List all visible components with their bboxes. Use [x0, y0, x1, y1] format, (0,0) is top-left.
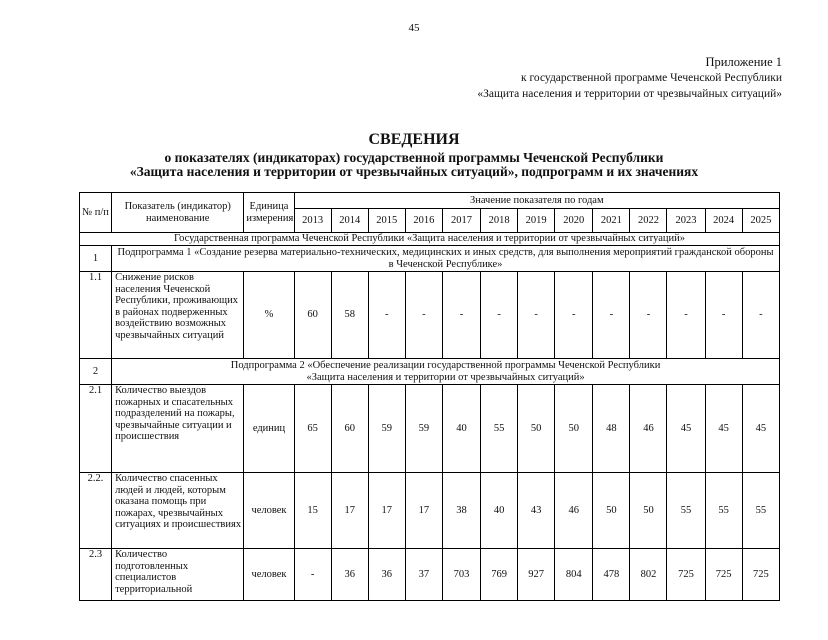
value-cell: 725: [667, 549, 705, 601]
value-cell: 804: [555, 549, 593, 601]
value-cell: -: [593, 272, 630, 359]
value-cell: -: [368, 272, 405, 359]
table-row: [80, 473, 780, 549]
value-cell: -: [555, 272, 593, 359]
value-cell: 40: [481, 473, 518, 549]
value-cell: -: [481, 272, 518, 359]
unit: единиц: [244, 385, 294, 473]
value-cell: 45: [705, 385, 742, 473]
value-cell: 478: [593, 549, 630, 601]
value-cell: -: [667, 272, 705, 359]
indicator-name: Количество спасенных людей и людей, которым оказана помощь при пожарах, чрезвычайных ситуациях и происшествиях: [112, 473, 244, 549]
header-number: № п/п: [80, 193, 112, 233]
value-cell: 17: [405, 473, 442, 549]
value-cell: 55: [667, 473, 705, 549]
subprogram-2-title-line-1: Подпрограмма 2 «Обеспечение реализации государственной программы Чеченской Республики: [230, 360, 661, 371]
value-cell: 59: [368, 385, 405, 473]
table-row: [80, 272, 780, 359]
subprogram-1-number: 1: [80, 246, 112, 272]
value-cell: 43: [518, 473, 555, 549]
year-header: 2016: [405, 209, 442, 233]
value-cell: 65: [294, 385, 331, 473]
row-number: 2.1: [80, 385, 112, 473]
indicators-table: [79, 192, 780, 601]
year-header: 2024: [705, 209, 742, 233]
value-cell: 60: [294, 272, 331, 359]
subprogram-2-number: 2: [80, 359, 112, 385]
year-header: 2013: [294, 209, 331, 233]
value-cell: 36: [368, 549, 405, 601]
table-row: [80, 549, 780, 601]
value-cell: 45: [742, 385, 779, 473]
value-cell: -: [705, 272, 742, 359]
program-row: Государственная программа Чеченской Республики «Защита населения и территории от чрезвычайных ситуаций»: [80, 233, 780, 246]
year-header: 2015: [368, 209, 405, 233]
unit: человек: [244, 473, 294, 549]
value-cell: 17: [368, 473, 405, 549]
document-subtitle-line-1: о показателях (индикаторах) государственной программы Чеченской Республики: [164, 150, 664, 165]
value-cell: 725: [742, 549, 779, 601]
year-header: 2020: [555, 209, 593, 233]
value-cell: 60: [331, 385, 368, 473]
row-number: 2.2.: [80, 473, 112, 549]
value-cell: -: [294, 549, 331, 601]
value-cell: 38: [442, 473, 480, 549]
year-header: 2022: [630, 209, 667, 233]
unit: %: [244, 272, 294, 359]
value-cell: 36: [331, 549, 368, 601]
value-cell: 55: [481, 385, 518, 473]
value-cell: 55: [705, 473, 742, 549]
row-number: 2.3: [80, 549, 112, 601]
value-cell: 37: [405, 549, 442, 601]
value-cell: 55: [742, 473, 779, 549]
indicator-name: Количество выездов пожарных и спасательных подразделений на пожары, чрезвычайные ситуации и происшествия: [112, 385, 244, 473]
value-cell: 50: [518, 385, 555, 473]
year-header: 2019: [518, 209, 555, 233]
row-number: 1.1: [80, 272, 112, 359]
value-cell: -: [742, 272, 779, 359]
value-cell: -: [442, 272, 480, 359]
year-header: 2023: [667, 209, 705, 233]
value-cell: 40: [442, 385, 480, 473]
appendix-line-1: к государственной программе Чеченской Республики: [521, 72, 782, 84]
value-cell: 48: [593, 385, 630, 473]
value-cell: 46: [555, 473, 593, 549]
value-cell: 703: [442, 549, 480, 601]
value-cell: -: [630, 272, 667, 359]
value-cell: 46: [630, 385, 667, 473]
unit: человек: [244, 549, 294, 601]
value-cell: 17: [331, 473, 368, 549]
header-values-by-year: Значение показателя по годам: [294, 193, 779, 209]
value-cell: 58: [331, 272, 368, 359]
subprogram-1-title: Подпрограмма 1 «Создание резерва материально-технических, медицинских и иных средств, для выполнения мероприятий гражданской обороны в Чеченской Республике»: [112, 246, 780, 272]
year-header: 2018: [481, 209, 518, 233]
value-cell: -: [518, 272, 555, 359]
year-header: 2021: [593, 209, 630, 233]
page-number: 45: [408, 22, 420, 34]
value-cell: 802: [630, 549, 667, 601]
year-header: 2025: [742, 209, 779, 233]
value-cell: 59: [405, 385, 442, 473]
subprogram-2-title-line-2: «Защита населения и территории от чрезвычайных ситуаций»: [306, 371, 585, 383]
year-header: 2014: [331, 209, 368, 233]
document-title: СВЕДЕНИЯ: [368, 131, 460, 148]
value-cell: 50: [593, 473, 630, 549]
subprogram-2-title: [112, 359, 780, 385]
value-cell: 50: [555, 385, 593, 473]
value-cell: 725: [705, 549, 742, 601]
table-row: [80, 385, 780, 473]
value-cell: 769: [481, 549, 518, 601]
value-cell: 15: [294, 473, 331, 549]
document-subtitle-line-2: «Защита населения и территории от чрезвычайных ситуаций», подпрограмм и их значениях: [129, 164, 699, 179]
appendix-line-2: «Защита населения и территории от чрезвычайных ситуаций»: [477, 88, 782, 100]
value-cell: 50: [630, 473, 667, 549]
indicator-name: Количество подготовленных специалистов территориальной: [112, 549, 244, 601]
year-header: 2017: [442, 209, 480, 233]
value-cell: -: [405, 272, 442, 359]
header-indicator: Показатель (индикатор) наименование: [112, 193, 244, 233]
indicator-name: Снижение рисков населения Чеченской Республики, проживающих в районах подверженных воздействию возможных чрезвычайных ситуаций: [112, 272, 244, 359]
value-cell: 45: [667, 385, 705, 473]
appendix-title: Приложение 1: [705, 55, 782, 69]
value-cell: 927: [518, 549, 555, 601]
header-unit: Единица измерения: [244, 193, 294, 233]
